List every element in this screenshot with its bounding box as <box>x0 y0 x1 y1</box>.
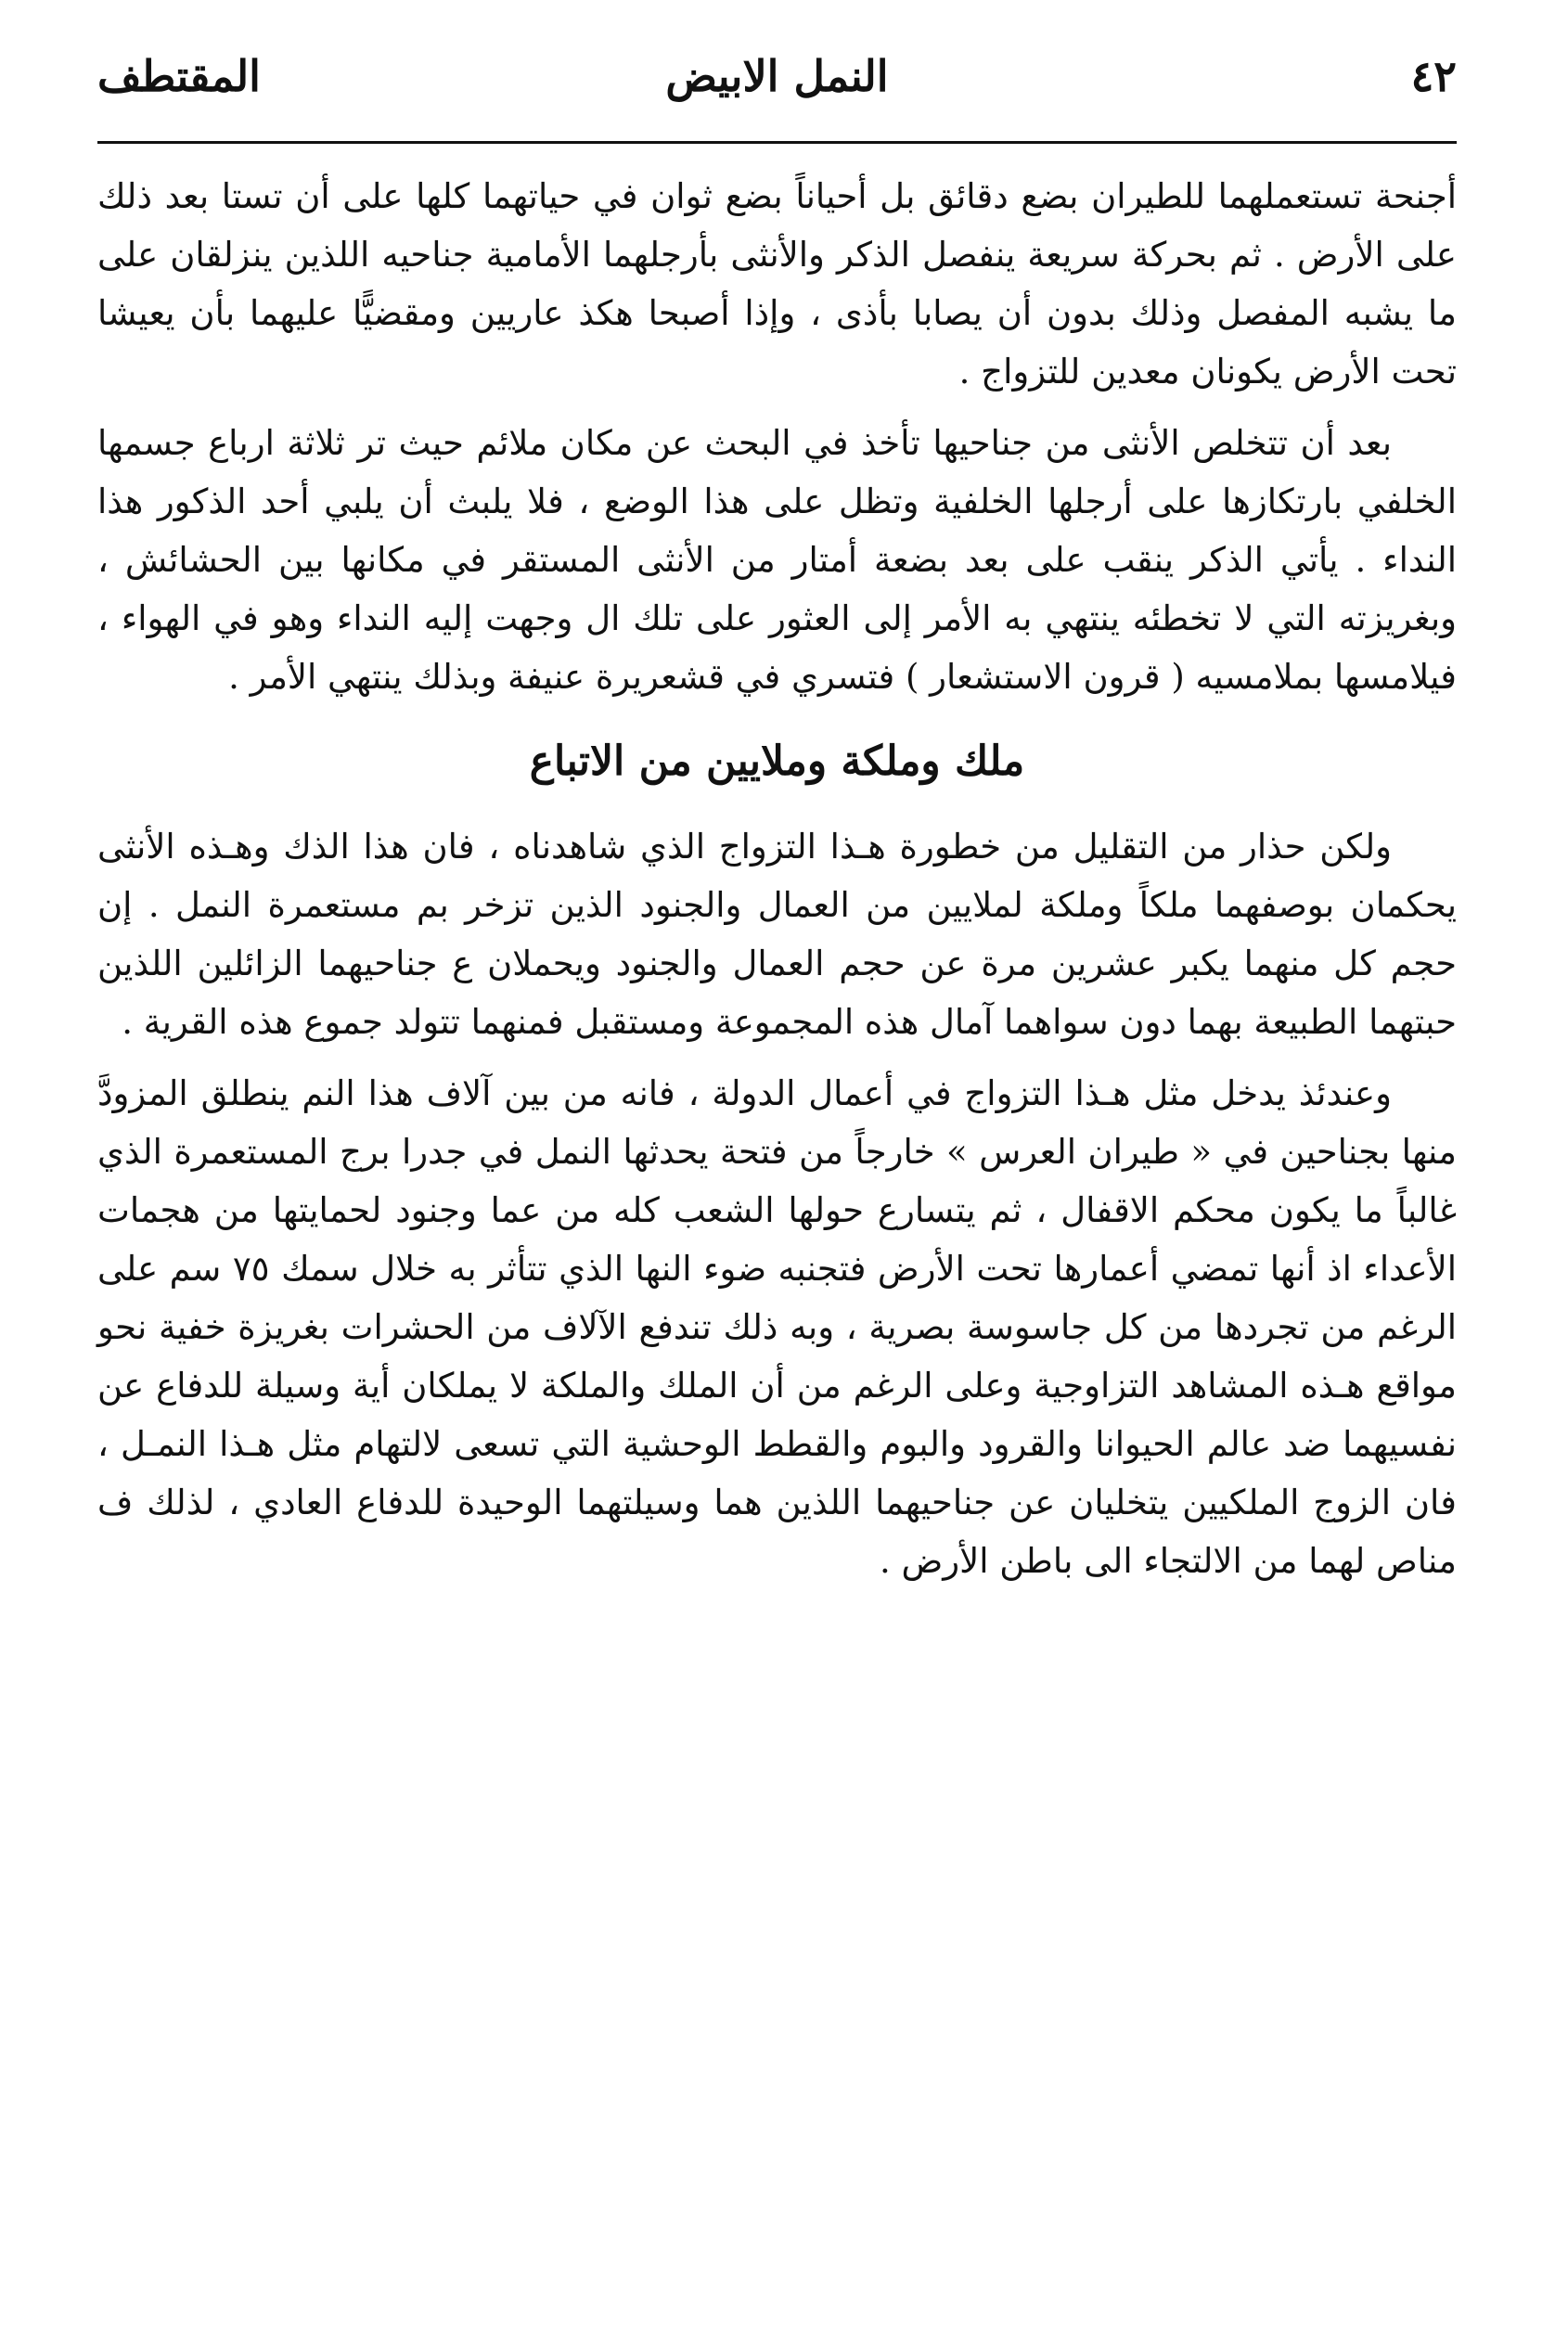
paragraph-1: أجنحة تستعملهما للطيران بضع دقائق بل أحياناً بضع ثوان في حياتهما كلها على أن تستا بعد ذلك على الأرض . ثم بحركة سريعة ينفصل الذكر والأنثى بأرجلهما الأمامية جناحيه اللذين ينزلقان على ما يشبه المفصل وذلك بدون أن يصابا بأذى ، وإذا أصبحا هكذ عاريين ومقضيًّا عليهما بأن يعيشا تحت الأرض يكونان معدين للتزواج . <box>97 176 1457 392</box>
journal-name: المقتطف <box>97 51 261 101</box>
article-title: النمل الابيض <box>665 51 889 101</box>
paragraph-4: وعندئذ يدخل مثل هـذا التزواج في أعمال الدولة ، فانه من بين آلاف هذا النم ينطلق المزودَّ منها بجناحين في « طيران العرس » خارجاً من فتحة يحدثها النمل في جدرا برج المستعمرة الذي غالباً ما يكون محكم الاقفال ، ثم يتسارع حولها الشعب كله من عما وجنود لحمايتها من هجمات الأعداء اذ أنها تمضي أعمارها تحت الأرض فتجنبه ضوء النها الذي تتأثر به خلال سمك ٧٥ سم على الرغم من تجردها من كل جاسوسة بصرية ، وبه ذلك تندفع الآلاف من الحشرات بغريزة خفية نحو مواقع هـذه المشاهد التزاوجية وعلى الرغم من أن الملك والملكة لا يملكان أية وسيلة للدفاع عن نفسيهما ضد عالم الحيوانا والقرود والبوم والقطط الوحشية التي تسعى لالتهام مثل هـذا النمـل ، فان الزوج الملكيين يتخليان عن جناحيهما اللذين هما وسيلتهما الوحيدة للدفاع العادي ، لذلك ف مناص لهما من الالتجاء الى باطن الأرض . <box>97 1073 1457 1581</box>
header-rule <box>97 141 1457 144</box>
running-header <box>97 51 1457 125</box>
paragraph-gap <box>97 1051 1457 1064</box>
paragraph-gap <box>97 401 1457 414</box>
paragraph-3: ولكن حذار من التقليل من خطورة هـذا التزواج الذي شاهدناه ، فان هذا الذك وهـذه الأنثى يحكمان بوصفهما ملكاً وملكة لملايين من العمال والجنود الذين تزخر بم مستعمرة النمل . إن حجم كل منهما يكبر عشرين مرة عن حجم العمال والجنود ويحملان ع جناحيهما الزائلين اللذين حبتهما الطبيعة بهما دون سواهما آمال هذه المجموعة ومستقبل فمنهما تتولد جموع هذه القرية . <box>97 827 1457 1042</box>
paragraph-2: بعد أن تتخلص الأنثى من جناحيها تأخذ في البحث عن مكان ملائم حيث تر ثلاثة ارباع جسمها الخلفي بارتكازها على أرجلها الخلفية وتظل على هذا الوضع ، فلا يلبث أن يلبي أحد الذكور هذا النداء . يأتي الذكر ينقب على بعد بضعة أمتار من الأنثى المستقر في مكانها بين الحشائش ، وبغريزته التي لا تخطئه ينتهي به الأمر إلى العثور على تلك ال وجهت إليه النداء وهو في الهواء ، فيلامسها بملامسيه ( قرون الاستشعار ) فتسري في قشعريرة عنيفة وبذلك ينتهي الأمر . <box>97 423 1457 697</box>
page-number: ٤٢ <box>1410 51 1457 101</box>
body-text <box>97 167 1457 1590</box>
section-heading: ملك وملكة وملايين من الاتباع <box>529 738 1025 785</box>
